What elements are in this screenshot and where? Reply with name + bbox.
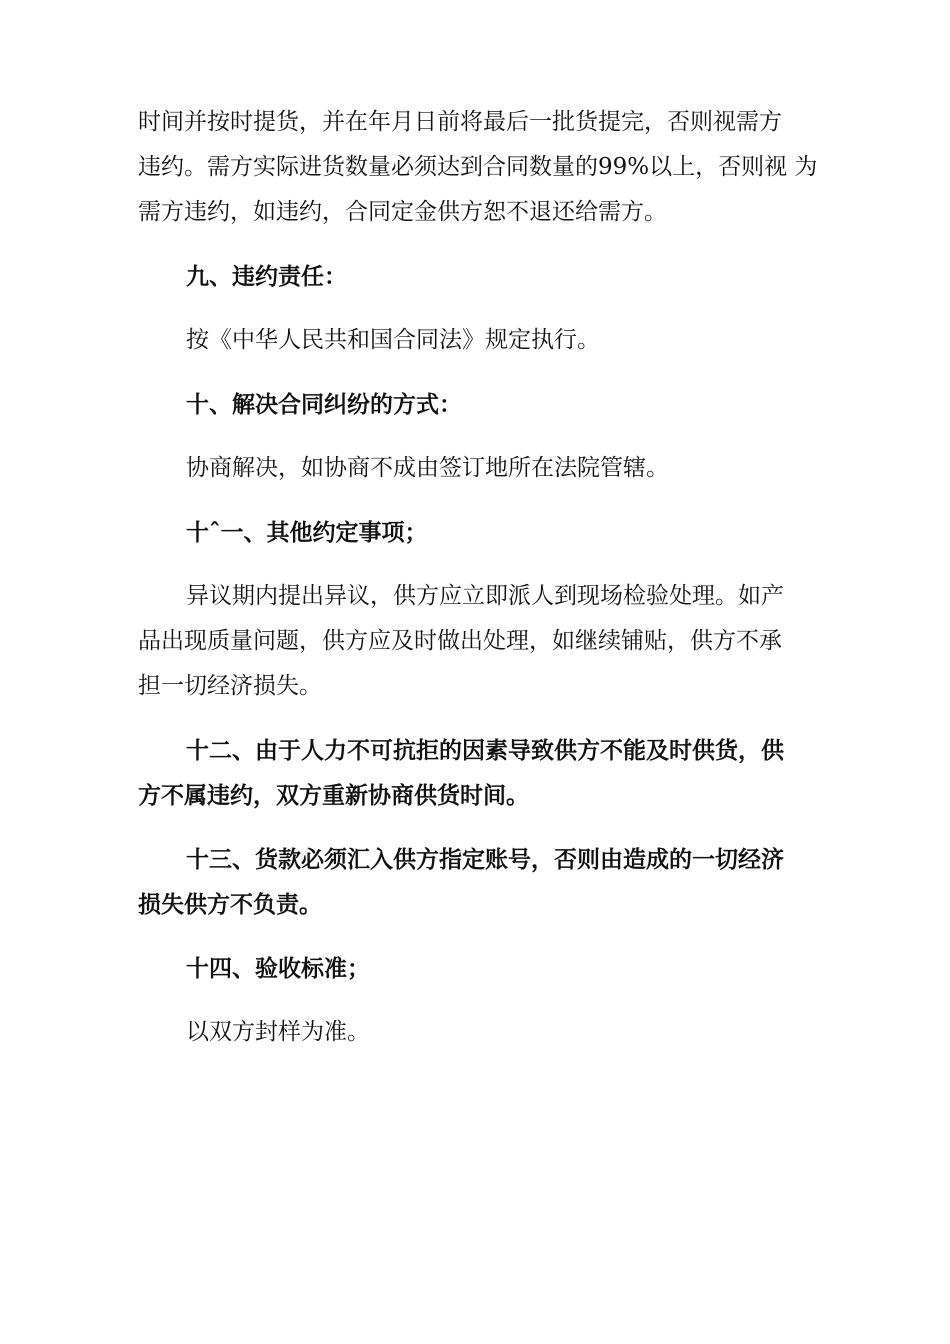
paragraph-other-matters: [138, 574, 823, 709]
heading-other-matters: 十ˆ一、其他约定事项；: [186, 519, 428, 546]
heading-acceptance-standard: 十四、验收标准；: [186, 955, 370, 982]
paragraph-delivery-terms: [138, 100, 823, 235]
text-line: 需方违约，如违约，合同定金供方恕不退还给需方。: [138, 199, 667, 225]
paragraph-dispute-resolution: 协商解决，如协商不成由签订地所在法院管辖。: [186, 455, 669, 481]
text-line: 违约。需方实际进货数量必须达到合同数量的99%以上，否则视 为: [138, 154, 818, 180]
text-line: 方不属违约，双方重新协商供货时间。: [138, 782, 529, 809]
clause-force-majeure: [138, 728, 823, 818]
text-line: 十三、货款必须汇入供方指定账号，否则由造成的一切经济: [186, 846, 784, 873]
text-line: 品出现质量问题，供方应及时做出处理，如继续铺贴，供方不承: [138, 628, 782, 654]
text-line: 十二、由于人力不可抗拒的因素导致供方不能及时供货，供: [186, 737, 784, 764]
text-line: 损失供方不负责。: [138, 891, 322, 918]
text-line: 异议期内提出异议，供方应立即派人到现场检验处理。如产: [186, 583, 784, 609]
paragraph-acceptance-standard: 以双方封样为准。: [186, 1019, 370, 1045]
clause-payment-account: [138, 837, 823, 927]
text-line: 担一切经济损失。: [138, 673, 322, 699]
heading-dispute-resolution: 十、解决合同纠纷的方式：: [186, 391, 462, 418]
paragraph-breach-liability: 按《中华人民共和国合同法》规定执行。: [186, 327, 600, 353]
heading-breach-liability: 九、违约责任：: [186, 263, 347, 290]
document-page: [138, 98, 823, 1074]
text-line: 时间并按时提货，并在年月日前将最后一批货提完，否则视需方: [138, 109, 782, 135]
